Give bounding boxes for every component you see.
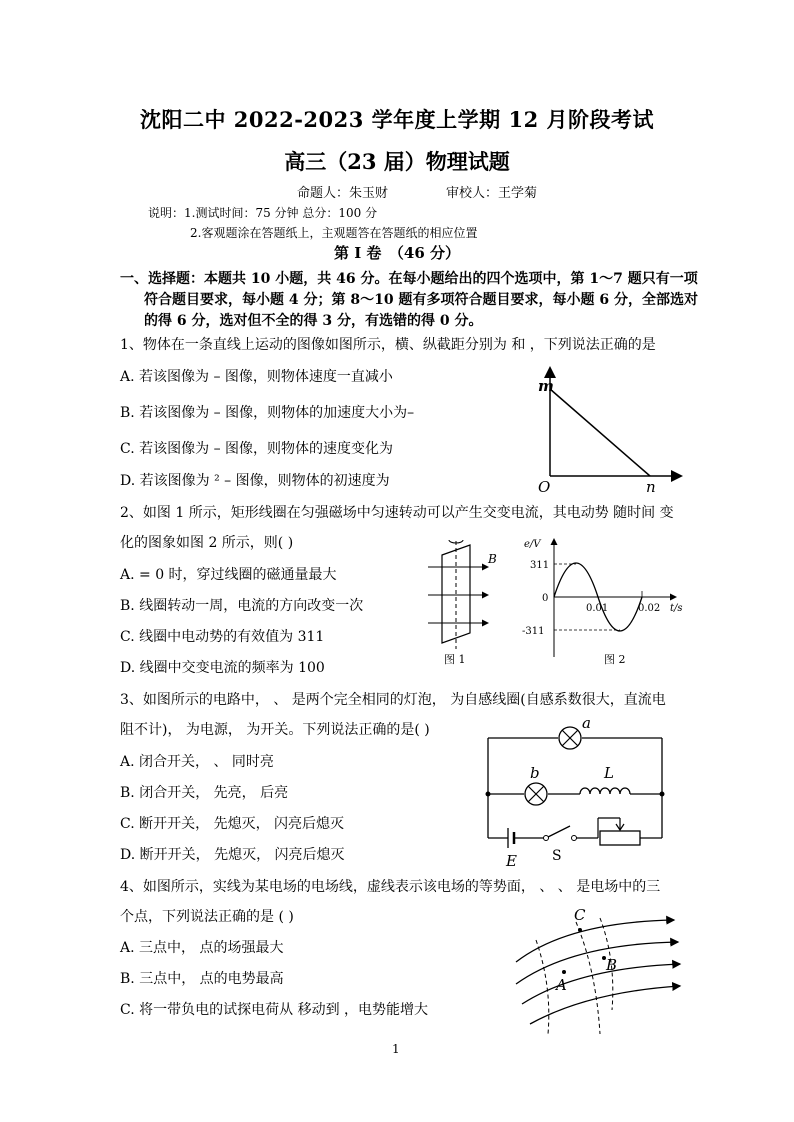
section-line-3: 的得 6 分，选对但不全的得 3 分，有选错的得 0 分。 [144,313,483,329]
label-b-field: B [488,552,497,566]
q2-option-c: C. 线圈中电动势的有效值为 311 [120,629,325,645]
label-e: E [506,852,517,870]
label-l: L [604,764,614,782]
part-title: 第 I 卷 （46 分） [333,244,461,262]
q2-figure-1 [418,533,508,668]
exam-subtitle: 高三（23 届）物理试题 [284,149,510,174]
page-number: 1 [392,1042,400,1056]
figure-2-caption: 图 2 [604,653,626,666]
q3-circuit [478,712,678,872]
figure-1-caption: 图 1 [444,653,466,666]
graph-line [550,389,650,476]
q4-option-a: A. 三点中， 点的场强最大 [120,940,284,956]
zero-label: 0 [542,593,549,604]
label-point-a: A [556,976,567,994]
tick-001: 0.01 [586,603,609,614]
q4-field-figure [508,900,684,1035]
q4-stem-1: 4、如图所示，实线为某电场的电场线，虚线表示该电场的等势面， 、 、 是电场中的三 [120,879,661,895]
inductor-l [580,788,630,794]
point-c [578,928,582,932]
q1-option-c: C. 若该图像为 – 图像，则物体的速度变化为 [120,441,394,457]
field-line [516,942,678,984]
q2-figure-2 [518,533,690,668]
q1-stem: 1、物体在一条直线上运动的图像如图所示，横、纵截距分别为 和 ，下列说法正确的是 [120,337,656,353]
note-2: 2.客观题涂在答题纸上，主观题答在答题纸的相应位置 [190,226,478,240]
q3-stem-1: 3、如图所示的电路中， 、 是两个完全相同的灯泡， 为自感线圈(自感系数很大，直流电 [120,692,666,708]
label-a: a [582,714,591,732]
exam-title: 沈阳二中 2022-2023 学年度上学期 12 月阶段考试 [139,107,655,132]
tick-002: 0.02 [638,603,661,614]
q3-option-d: D. 断开开关， 先熄灭， 闪亮后熄灭 [120,847,345,863]
q3-option-c: C. 断开开关， 先熄灭， 闪亮后熄灭 [120,816,345,832]
q2-option-a: A. = 0 时，穿过线圈的磁通量最大 [120,567,337,583]
label-b: b [530,764,540,782]
q1-option-d: D. 若该图像为 ² – 图像，则物体的初速度为 [120,473,390,489]
label-m: m [538,377,554,395]
q2-stem-2: 化的图象如图 2 所示，则( ) [120,535,294,551]
label-o: O [538,478,551,495]
q1-option-a: A. 若该图像为 – 图像，则物体速度一直减小 [120,369,393,385]
q4-stem-2: 个点，下列说法正确的是 ( ) [120,909,294,925]
field-line [530,986,680,1024]
point-a [562,970,566,974]
label-point-c: C [574,906,586,924]
field-line [516,920,674,962]
rheostat [600,831,640,845]
q4-option-b: B. 三点中， 点的电势最高 [120,971,284,987]
reviewer: 审校人：王学菊 [446,186,538,201]
trough-label: -311 [522,626,545,637]
q3-option-a: A. 闭合开关， 、 同时亮 [120,754,274,770]
equipotential [576,922,600,1034]
q1-graph [530,365,690,495]
note-1: 说明：1.测试时间：75 分钟 总分：100 分 [148,206,378,220]
q2-stem-1: 2、如图 1 所示，矩形线圈在匀强磁场中匀速转动可以产生交变电流，其电动势 随时间 变 [120,505,674,521]
peak-label: 311 [530,560,550,571]
q1-option-b: B. 若该图像为 – 图像，则物体的加速度大小为– [120,405,415,421]
section-line-1: 一、选择题：本题共 10 小题，共 46 分。在每小题给出的四个选项中，第 1～7 题只有一项 [120,271,698,287]
section-line-2: 符合题目要求，每小题 4 分；第 8～10 题有多项符合题目要求，每小题 6 分，全部选对 [144,292,698,308]
label-n: n [646,478,656,495]
q3-stem-2: 阻不计)， 为电源， 为开关。下列说法正确的是( ) [120,722,430,738]
q4-option-c: C. 将一带负电的试探电荷从 移动到 ，电势能增大 [120,1002,429,1018]
t-axis-label: t/s [670,603,683,614]
e-axis-label: e/V [524,539,541,550]
q3-option-b: B. 闭合开关， 先亮， 后亮 [120,785,289,801]
q2-option-b: B. 线圈转动一周，电流的方向改变一次 [120,598,364,614]
switch [548,826,570,837]
label-point-b: B [606,956,618,974]
author: 命题人：朱玉财 [297,186,389,201]
label-s: S [552,848,562,864]
q2-option-d: D. 线圈中交变电流的频率为 100 [120,660,325,676]
